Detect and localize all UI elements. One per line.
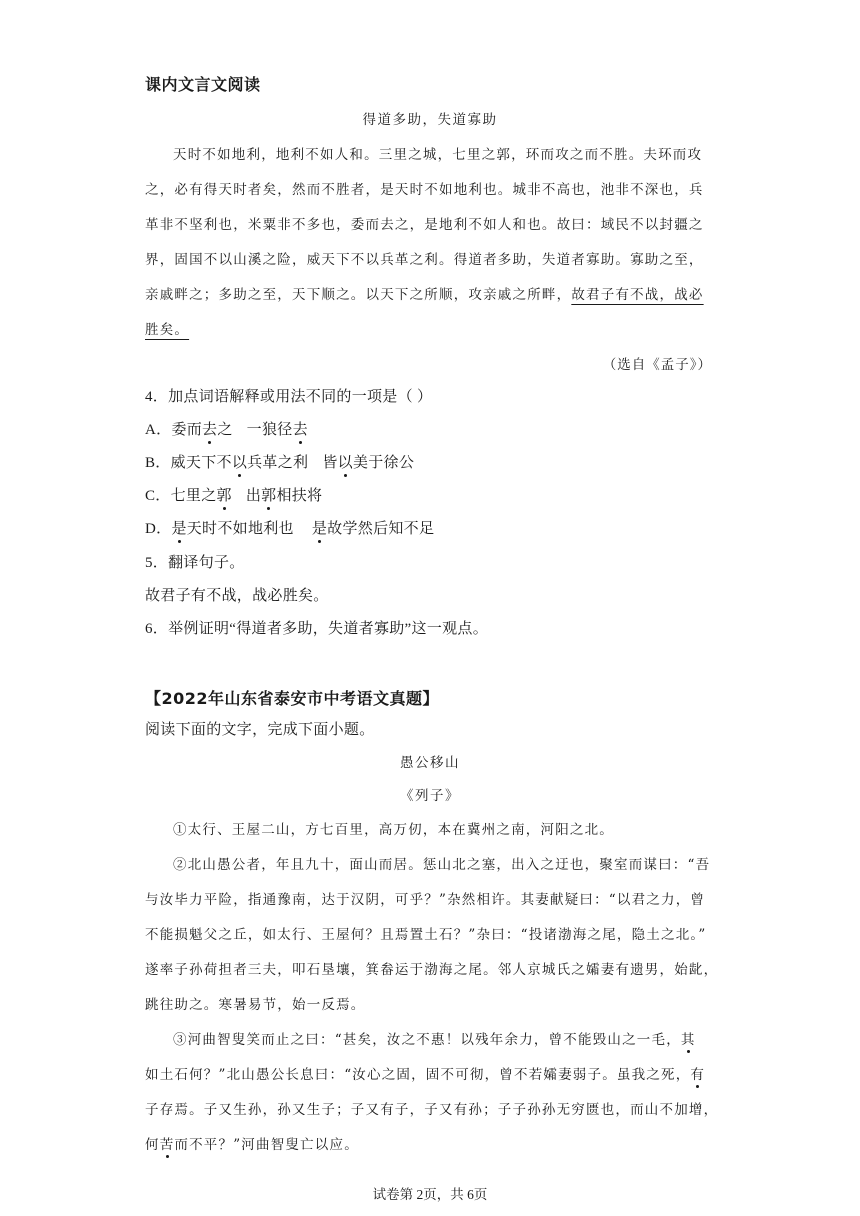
question-6-stem: 6．举例证明“得道者多助，失道者寡助”这一观点。 — [145, 621, 489, 637]
passage-2-author: 《列子》 — [400, 788, 460, 804]
dotted-word: 郭 — [261, 484, 276, 505]
dotted-word: 去 — [202, 418, 217, 439]
question-5-stem: 5．翻译句子。 — [145, 555, 245, 571]
passage-line-4: 界，固国不以山溪之险，威天下不以兵革之利。得道者多助，失道者寡助。寡助之至， — [145, 252, 704, 268]
question-4-option-a[interactable]: A．委而去之 一狼径去 — [145, 418, 308, 439]
passage-line-2: 之，必有得天时者矣，然而不胜者，是天时不如地利也。城非不高也，池非不深也，兵 — [145, 182, 704, 198]
paragraph-3-line-1: ③河曲智叟笑而止之曰：“甚矣，汝之不惠！以残年余力，曾不能毁山之一毛，其 — [173, 1028, 696, 1048]
passage-line-3: 革非不坚利也，米粟非不多也，委而去之，是地利不如人和也。故曰：域民不以封疆之 — [145, 217, 704, 233]
paragraph-3-line-3: 子存焉。子又生孙，孙又生子；子又有子，子又有孙；子子孙孙无穷匮也，而山不加增， — [145, 1102, 719, 1118]
passage-source: （选自《孟子》） — [602, 357, 712, 373]
underlined-sentence-part-1: 故君子有不战，战必 — [571, 287, 704, 303]
dotted-word: 苦 — [160, 1133, 175, 1153]
section-2-instruction: 阅读下面的文字，完成下面小题。 — [145, 722, 375, 738]
passage-line-6 — [145, 318, 189, 338]
paragraph-2-line-5: 跳往助之。寒暑易节，始一反焉。 — [145, 997, 366, 1013]
dotted-word: 以 — [232, 451, 247, 472]
question-4-option-b[interactable]: B．威天下不以兵革之利 皆以美于徐公 — [145, 451, 414, 472]
dotted-word: 郭 — [217, 484, 232, 505]
dotted-word: 是 — [312, 517, 327, 538]
dotted-word: 以 — [338, 451, 353, 472]
passage-line-5: 亲戚畔之；多助之至，天下顺之。以天下之所顺，攻亲戚之所畔，故君子有不战，战必 — [145, 287, 704, 303]
paragraph-2-line-4: 遂率子孙荷担者三夫，叩石垦壤，箕畚运于渤海之尾。邻人京城氏之孀妻有遗男，始龀， — [145, 962, 719, 978]
question-4-option-d[interactable]: D．是天时不如地利也 是故学然后知不足 — [145, 517, 434, 538]
dotted-word: 有 — [690, 1063, 705, 1083]
question-4-stem: 4．加点词语解释或用法不同的一项是（ ） — [145, 389, 433, 405]
passage-title: 得道多助，失道寡助 — [362, 112, 498, 128]
section-heading-exam-source: 【2022年山东省泰安市中考语文真题】 — [145, 689, 440, 708]
question-5-sentence: 故君子有不战，战必胜矣。 — [145, 588, 329, 604]
passage-2-title: 愚公移山 — [400, 755, 460, 771]
paragraph-3-line-2: 如土石何？”北山愚公长息曰：“汝心之固，固不可彻，曾不若孀妻弱子。虽我之死，有 — [145, 1063, 705, 1083]
paragraph-2-line-2: 与汝毕力平险，指通豫南，达于汉阴，可乎？”杂然相许。其妻献疑曰：“以君之力，曾 — [145, 892, 706, 908]
dotted-word: 是 — [171, 517, 186, 538]
question-4-option-c[interactable]: C．七里之郭 出郭相扶将 — [145, 484, 322, 505]
paragraph-2-line-1: ②北山愚公者，年且九十，面山而居。惩山北之塞，出入之迂也，聚室而谋曰：“吾 — [173, 857, 711, 873]
paragraph-2-line-3: 不能损魁父之丘，如太行、王屋何？且焉置土石？”杂曰：“投诸渤海之尾，隐土之北。” — [145, 927, 707, 943]
dotted-word: 去 — [293, 418, 308, 439]
dotted-word: 其 — [681, 1028, 696, 1048]
underlined-sentence-part-2: 胜矣。 — [145, 322, 190, 338]
page-footer: 试卷第 2页，共 6页 — [372, 1187, 488, 1202]
passage-line-1: 天时不如地利，地利不如人和。三里之城，七里之郭，环而攻之而不胜。夫环而攻 — [173, 147, 703, 163]
paragraph-3-line-4: 何苦而不平？”河曲智叟亡以应。 — [145, 1133, 359, 1153]
paragraph-1: ①太行、王屋二山，方七百里，高万仞，本在冀州之南，河阳之北。 — [173, 822, 614, 838]
section-heading-inclass-reading: 课内文言文阅读 — [145, 75, 261, 94]
